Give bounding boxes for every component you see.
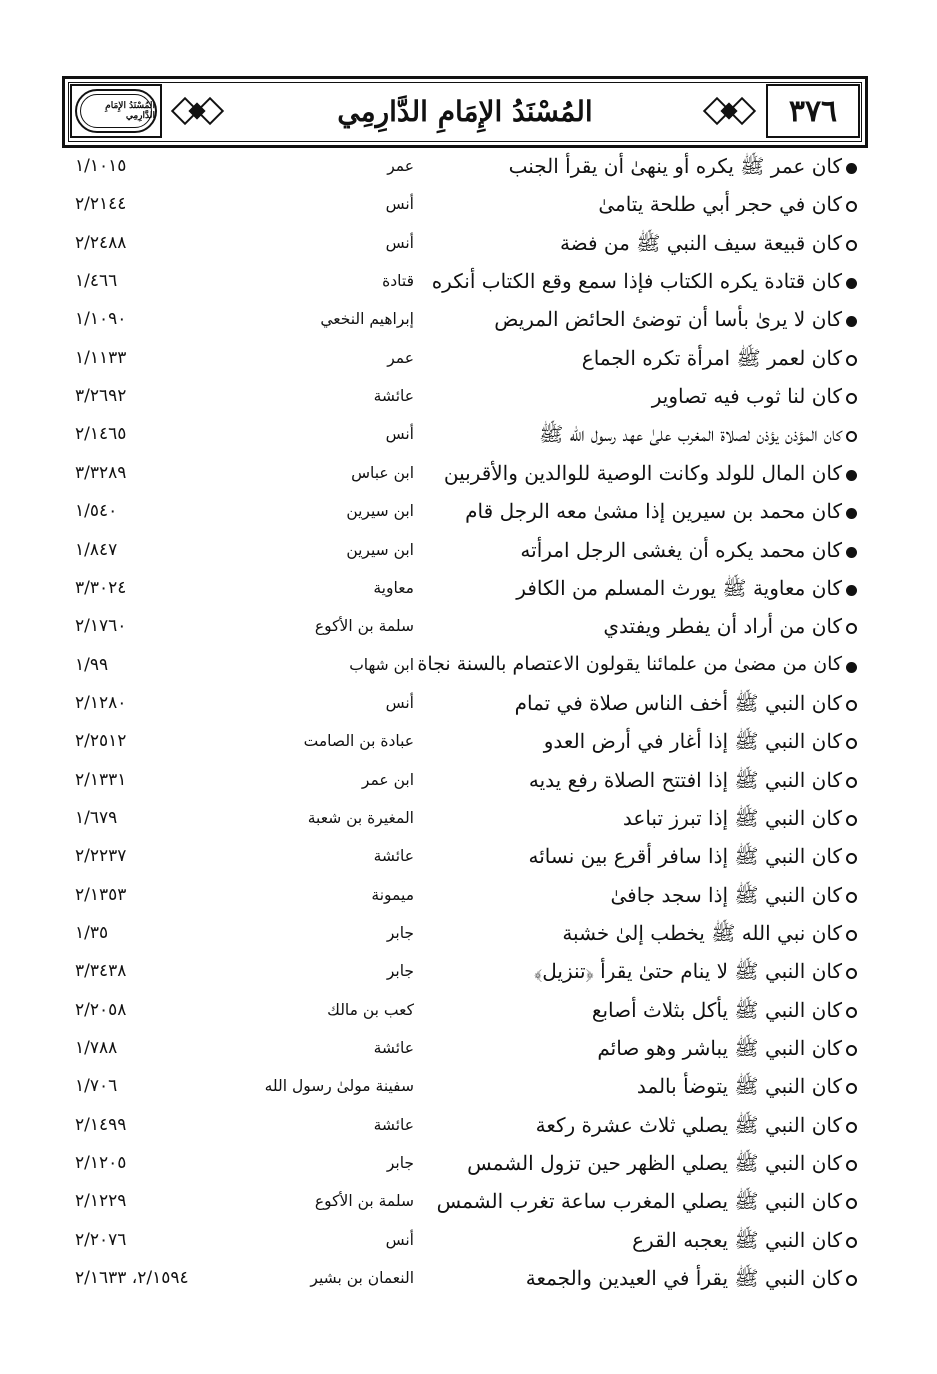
narrator-name: عبادة بن الصامت [303, 732, 414, 751]
hollow-bullet-icon [846, 240, 857, 251]
hollow-bullet-icon [846, 1045, 857, 1056]
hadith-reference: ٢/٢٢٣٧ [75, 846, 127, 867]
narrator-name: جابر [386, 1154, 414, 1173]
narrator-name: النعمان بن بشير [310, 1269, 414, 1288]
index-entry-row [0, 342, 937, 380]
index-entry-row [0, 1185, 937, 1223]
hollow-bullet-icon [846, 1007, 857, 1018]
hadith-reference: ٣/٣٠٢٤ [75, 577, 127, 598]
hadith-incipit: كان النبي ﷺ إذا سافر أقرع بين نسائه [528, 844, 842, 869]
narrator-name: جابر [386, 924, 414, 942]
book-seal-emblem [75, 89, 157, 133]
narrator-name: كعب بن مالك [327, 1000, 414, 1019]
ornament-left-icon [168, 88, 228, 134]
hadith-incipit: كان النبي ﷺ يعجبه القرع [632, 1227, 842, 1252]
hadith-reference: ٢/٢٤٨٨ [75, 232, 127, 253]
hadith-incipit: كان النبي ﷺ يأكل بثلاث أصابع [591, 997, 842, 1022]
hadith-incipit: كان النبي ﷺ إذا تبرز تباعد [622, 805, 842, 830]
narrator-name: ابن سيرين [346, 502, 414, 521]
hadith-incipit: كان النبي ﷺ إذا افتتح الصلاة رفع يديه [528, 767, 842, 792]
hollow-bullet-icon [846, 738, 857, 749]
page-header [62, 76, 868, 148]
hadith-incipit: كان محمد يكره أن يغشى الرجل امرأته [520, 537, 842, 562]
narrator-name: عمر [387, 348, 414, 367]
hollow-bullet-icon [846, 623, 857, 634]
hadith-incipit: كان النبي ﷺ إذا سجد جافىٰ [610, 882, 842, 907]
hadith-reference: ١/٩٩ [75, 654, 109, 675]
index-entry-row [0, 687, 937, 725]
narrator-name: ابن عمر [361, 770, 414, 789]
hadith-reference: ٣/٣٢٨٩ [75, 462, 127, 483]
hadith-reference: ٣/٣٤٣٨ [75, 961, 127, 982]
filled-bullet-icon [846, 470, 857, 481]
narrator-name: عائشة [373, 847, 414, 866]
hadith-incipit: كان النبي ﷺ يباشر وهو صائم [597, 1036, 842, 1061]
hadith-reference: ١/٨٤٧ [75, 539, 118, 560]
index-entry-row [0, 1032, 937, 1070]
hollow-bullet-icon [846, 892, 857, 903]
hadith-incipit: كان النبي ﷺ أخف الناس صلاة في تمام [514, 690, 842, 715]
filled-bullet-icon [846, 547, 857, 558]
hadith-incipit: كان المال للولد وكانت الوصية للوالدين والأقربين [443, 460, 842, 485]
seal-text: المُسْنَدُ الإِمَامِ الدَّارِمِي [105, 101, 155, 121]
narrator-name: أنس [385, 1230, 414, 1249]
hadith-incipit: كان لنا ثوب فيه تصاوير [651, 384, 842, 409]
filled-bullet-icon [846, 585, 857, 596]
hadith-reference: ٢/١٣٣١ [75, 769, 127, 790]
narrator-name: ابن شهاب [349, 655, 414, 674]
hadith-reference: ٢/٢١٤٤ [75, 194, 127, 215]
narrator-name: عائشة [373, 1039, 414, 1058]
hadith-reference: ٢/١٤٦٥ [75, 424, 127, 445]
narrator-name: عائشة [373, 387, 414, 406]
hollow-bullet-icon [846, 777, 857, 788]
index-entry-row [0, 610, 937, 648]
hadith-incipit: كان المؤذن يؤذن لصلاة المغرب علىٰ عهد رسول الله ﷺ [539, 422, 842, 447]
hadith-reference: ١/١٠١٥ [75, 156, 127, 176]
filled-bullet-icon [846, 662, 857, 673]
narrator-name: أنس [385, 425, 414, 444]
index-entry-row [0, 1070, 937, 1108]
hadith-reference: ١/٥٤٠ [75, 501, 118, 522]
hadith-incipit: كان النبي ﷺ يتوضأ بالمد [636, 1074, 842, 1099]
hadith-incipit: كان محمد بن سيرين إذا مشىٰ معه الرجل قام [465, 499, 842, 524]
hollow-bullet-icon [846, 355, 857, 366]
narrator-name: عمر [387, 157, 414, 175]
narrator-name: عائشة [373, 1115, 414, 1134]
index-entry-row [0, 840, 937, 878]
index-entry-row [0, 1262, 937, 1300]
narrator-name: جابر [386, 962, 414, 981]
hollow-bullet-icon [846, 700, 857, 711]
hadith-incipit: كان قبيعة سيف النبي ﷺ من فضة [559, 230, 842, 255]
book-title: المُسْنَدُ الإِمَامِ الدَّارِمِي [337, 94, 593, 128]
hadith-reference: ٢/١٤٩٩ [75, 1114, 127, 1135]
hadith-reference: ٢/٢٠٥٨ [75, 999, 127, 1020]
index-entry-row [0, 150, 937, 188]
index-entry-row [0, 265, 937, 303]
hadith-reference: ٢/٢٥١٢ [75, 731, 127, 752]
hadith-incipit: كان النبي ﷺ يصلي المغرب ساعة تغرب الشمس [436, 1189, 842, 1214]
narrator-name: سفينة مولىٰ رسول الله [264, 1077, 414, 1096]
hadith-reference: ٢/١٧٦٠ [75, 616, 127, 637]
hadith-reference: ١/١٠٩٠ [75, 309, 127, 330]
hadith-reference: ٣/٢٦٩٢ [75, 386, 127, 407]
hollow-bullet-icon [846, 930, 857, 941]
hollow-bullet-icon [846, 1237, 857, 1248]
hollow-bullet-icon [846, 815, 857, 826]
narrator-name: سلمة بن الأكوع [314, 1192, 414, 1211]
hadith-reference: ١/٧٠٦ [75, 1076, 118, 1097]
hadith-reference: ١/٧٨٨ [75, 1038, 118, 1059]
hollow-bullet-icon [846, 431, 857, 442]
narrator-name: معاوية [373, 578, 414, 597]
hollow-bullet-icon [846, 968, 857, 979]
narrator-name: ابن سيرين [346, 540, 414, 559]
hollow-bullet-icon [846, 393, 857, 404]
hadith-incipit: كان من أراد أن يفطر ويفتدي [603, 614, 842, 639]
index-entry-row [0, 380, 937, 418]
hadith-incipit: كان النبي ﷺ لا ينام حتىٰ يقرأ ﴿تنزيل﴾ [534, 959, 842, 984]
narrator-name: إبراهيم النخعي [320, 310, 414, 329]
hadith-incipit: كان النبي ﷺ يصلي ثلاث عشرة ركعة [535, 1112, 842, 1137]
index-entry-row [0, 649, 937, 687]
index-entry-row [0, 572, 937, 610]
page-number: ٣٧٦ [788, 93, 838, 129]
narrator-name: أنس [385, 233, 414, 252]
index-entry-row [0, 879, 937, 917]
hadith-reference: ٢/٢٠٧٦ [75, 1229, 127, 1250]
seal-panel [70, 84, 162, 138]
index-entry-row [0, 418, 937, 456]
filled-bullet-icon [846, 508, 857, 519]
hadith-incipit: كان عمر ﷺ يكره أو ينهىٰ أن يقرأ الجنب [508, 154, 842, 178]
index-entry-row [0, 188, 937, 226]
index-entry-row [0, 227, 937, 265]
index-entry-row [0, 457, 937, 495]
index-entry-row [0, 495, 937, 533]
hadith-incipit: كان قتادة يكره الكتاب فإذا سمع وقع الكتاب أنكره [431, 269, 842, 294]
hadith-reference: ٢/١٥٩٤، ٢/١٦٣٣ [75, 1268, 189, 1289]
narrator-name: قتادة [382, 272, 414, 291]
hollow-bullet-icon [846, 201, 857, 212]
index-entry-row [0, 917, 937, 955]
hadith-reference: ٢/١٢٠٥ [75, 1153, 127, 1174]
hadith-reference: ١/٤٦٦ [75, 271, 118, 292]
hadith-incipit: كان النبي ﷺ يقرأ في العيدين والجمعة [525, 1266, 842, 1291]
index-entry-row [0, 955, 937, 993]
hollow-bullet-icon [846, 1122, 857, 1133]
index-entry-row [0, 802, 937, 840]
hollow-bullet-icon [846, 1083, 857, 1094]
index-entry-row [0, 994, 937, 1032]
hollow-bullet-icon [846, 1198, 857, 1209]
narrator-name: ابن عباس [351, 463, 414, 482]
hadith-reference: ٢/١٢٨٠ [75, 692, 127, 713]
filled-bullet-icon [846, 316, 857, 327]
index-entry-row [0, 725, 937, 763]
narrator-name: سلمة بن الأكوع [314, 617, 414, 636]
hadith-incipit: كان النبي ﷺ إذا أغار في أرض العدو [543, 729, 842, 754]
ornament-right-icon [700, 88, 760, 134]
hollow-bullet-icon [846, 1160, 857, 1171]
hadith-incipit: كان النبي ﷺ يصلي الظهر حين تزول الشمس [467, 1151, 842, 1176]
hadith-reference: ١/١١٣٣ [75, 347, 127, 368]
hadith-reference: ٢/١٣٥٣ [75, 884, 127, 905]
hadith-incipit: كان لعمر ﷺ امرأة تكره الجماع [581, 345, 842, 370]
narrator-name: أنس [385, 195, 414, 214]
index-entry-row [0, 534, 937, 572]
hadith-incipit: كان معاوية ﷺ يورث المسلم من الكافر [516, 575, 842, 600]
index-entry-row [0, 303, 937, 341]
hadith-reference: ١/٦٧٩ [75, 807, 118, 828]
index-entry-row [0, 1147, 937, 1185]
index-entry-row [0, 1224, 937, 1262]
narrator-name: ميمونة [371, 885, 414, 904]
hadith-incipit: كان في حجر أبي طلحة يتامىٰ [598, 192, 842, 217]
filled-bullet-icon [846, 278, 857, 289]
hollow-bullet-icon [846, 853, 857, 864]
index-entry-row [0, 764, 937, 802]
hadith-reference: ٢/١٢٢٩ [75, 1191, 127, 1212]
hollow-bullet-icon [846, 1275, 857, 1286]
hadith-incipit: كان لا يرىٰ بأسا أن توضئ الحائض المريض [494, 307, 842, 332]
narrator-name: أنس [385, 693, 414, 712]
index-entry-row [0, 1109, 937, 1147]
narrator-name: المغيرة بن شعبة [307, 808, 414, 827]
hadith-incipit: كان من مضىٰ من علمائنا يقولون الاعتصام بالسنة نجاة [417, 652, 842, 675]
page-number-panel [766, 84, 860, 138]
filled-bullet-icon [846, 163, 857, 174]
hadith-incipit: كان نبي الله ﷺ يخطب إلىٰ خشبة [562, 921, 842, 945]
hadith-reference: ١/٣٥ [75, 923, 109, 943]
title-box [234, 86, 696, 136]
